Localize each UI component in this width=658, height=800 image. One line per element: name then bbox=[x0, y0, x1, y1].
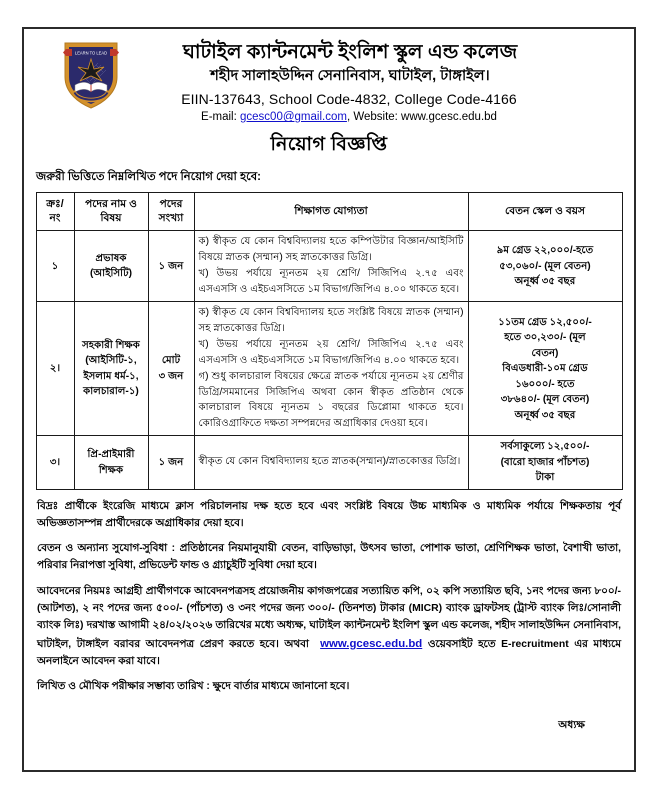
school-logo bbox=[60, 37, 122, 111]
row-post bbox=[74, 231, 148, 302]
salary-line: টাকা bbox=[535, 472, 555, 484]
row-post-line: শিক্ষক bbox=[98, 464, 124, 476]
english-medium-note: বিদ্রঃ প্রার্থীকে ইংরেজি মাধ্যমে ক্লাস পরিচালনায় দক্ষ হতে হবে এবং সংশ্লিষ্ট বিষয়ে উচ্চ মাধ্যমিক ও মাধ্যমিক পর্যায়ে শিক্ষকতায় পূর্ব অভিজ্ঞতাসম্পন্ন প্রার্থীদেরকে অগ্রাধিকার দেয়া হবে। bbox=[37, 500, 621, 529]
col-header-post bbox=[74, 192, 148, 231]
intro-text: জরুরী ভিত্তিতে নিম্নলিখিত পদে নিয়োগ দেয়া হবে: bbox=[36, 170, 261, 183]
salary-line: ৩৮৬৪০/- (মূল বেতন) bbox=[500, 394, 590, 406]
apply-label: আবেদনের নিয়মঃ bbox=[37, 586, 114, 598]
email-link[interactable]: gcesc00@gmail.com bbox=[240, 111, 347, 124]
row-qualification bbox=[194, 302, 468, 436]
benefits-note bbox=[37, 541, 621, 575]
row-salary bbox=[468, 231, 622, 302]
signature-principal: অধ্যক্ষ bbox=[558, 719, 585, 732]
document-frame bbox=[22, 27, 636, 772]
website-label: , Website: bbox=[346, 111, 398, 124]
col-header-qualification: শিক্ষাগত যোগ্যতা bbox=[194, 192, 468, 231]
erecruitment-text: E-recruitment bbox=[501, 638, 569, 650]
school-codes: EIIN-137643, School Code-4832, College Code-4166 bbox=[181, 91, 517, 108]
application-rules bbox=[37, 584, 621, 670]
apply-text-part1: আগ্রহী প্রার্থীগণকে আবেদনপত্রসহ প্রয়োজনীয় কাগজপত্রের সত্যায়িত কপি, ০২ কপি সত্যায়িত ছবি, ১নং পদের জন্য ৮০০/- (আটশত), ২ নং পদের জন্য ৫০০/- (পাঁচশত) ও ৩নং পদের জন্য ৩০০/- (তিনশত) টাকার ( bbox=[37, 586, 621, 614]
col-header-post-line1: পদের নাম ও bbox=[85, 197, 137, 210]
row-count: ১ জন bbox=[148, 231, 194, 302]
col-header-count bbox=[148, 192, 194, 231]
logo-motto-text: LEARN TO LEAD bbox=[74, 50, 108, 56]
row-post-line: (আইসিটি-১, bbox=[85, 355, 137, 367]
salary-line: অনূর্ধ্ব ৩৫ বছর bbox=[514, 276, 576, 288]
school-address: শহীদ সালাহউদ্দিন সেনানিবাস, ঘাটাইল, টাঙ্গাইল। bbox=[210, 68, 490, 85]
col-header-count-line2: সংখ্যা bbox=[158, 212, 184, 225]
website-text: www.gcesc.edu.bd bbox=[397, 111, 497, 124]
micr-text: MICR bbox=[412, 603, 439, 614]
row-salary bbox=[468, 436, 622, 490]
qualification-item: ক) স্বীকৃত যে কোন বিশ্ববিদ্যালয় হতে সংশ্লিষ্ট বিষয়ে স্নাতক (সম্মান) সহ স্নাতকোত্তর ডিগ্রি। bbox=[198, 307, 464, 334]
exam-date-note bbox=[37, 679, 621, 696]
col-header-count-line1: পদের bbox=[159, 197, 183, 210]
row-post-line: (আইসিটি) bbox=[89, 268, 133, 280]
apply-text-part2: ) ব্যাংক ড্রাফটসহ (ট্রাস্ট ব্যাংক লিঃ/সোনালী ব্যাংক লিঃ) দরখাস্ত আগামী ২৪/০২/২০২৬ তারিখের মধ্যে অধ্যক্ষ, ঘাটাইল ক্যান্টনমেন্ট ইংলিশ স্কুল এন্ড কলেজ, শহীদ সালাহউদ্দিন সেনানিবাস, ঘাটাইল, টাঙ্গাইল বরাবর আবেদনপত্র প্রেরণ করতে হবে। bbox=[37, 603, 622, 650]
website-link[interactable]: www.gcesc.edu.bd bbox=[320, 637, 423, 650]
salary-line: ১৬০০০/- হতে bbox=[515, 378, 575, 390]
notes-section bbox=[24, 499, 634, 735]
apply-text-part4: এর মাধ্যমে অনলাইনে আবেদন করা যাবে। bbox=[37, 638, 621, 667]
row-count-line: ৩ জন bbox=[158, 370, 184, 382]
row-post bbox=[74, 436, 148, 490]
row-count-line: মোট bbox=[161, 355, 181, 367]
qualification-item: স্বীকৃত যে কোন বিশ্ববিদ্যালয় হতে স্নাতক(সম্মান)/স্নাতকোত্তর ডিগ্রি। bbox=[198, 456, 461, 468]
col-header-salary: বেতন স্কেল ও বয়স bbox=[468, 192, 622, 231]
row-post-line: প্রি-প্রাইমারী bbox=[87, 449, 135, 461]
row-count: ১ জন bbox=[148, 436, 194, 490]
salary-line: বেতন) bbox=[531, 347, 559, 359]
row-serial: ১ bbox=[36, 231, 74, 302]
salary-line: বিএডধারী-১০ম গ্রেড bbox=[502, 363, 588, 375]
document-header bbox=[24, 29, 634, 164]
email-label: E-mail: bbox=[201, 111, 237, 124]
salary-line: হতে ৩০,২৩০/- (মূল bbox=[504, 332, 586, 344]
row-post-line: ইসলাম ধর্ম-১, bbox=[83, 370, 139, 382]
salary-line: (বারো হাজার পাঁচশত) bbox=[500, 456, 590, 468]
salary-line: সর্বসাকুল্যে ১২,৫০০/- bbox=[500, 441, 590, 453]
salary-line: ১১তম গ্রেড ১২,৫০০/- bbox=[498, 316, 592, 328]
row-serial: ৩। bbox=[36, 436, 74, 490]
table-header-row bbox=[36, 192, 622, 231]
exam-label: লিখিত ও মৌখিক পরীক্ষার সম্ভাব্য তারিখ : bbox=[37, 681, 213, 693]
col-header-serial-line1: ক্রঃ/ bbox=[46, 197, 64, 210]
exam-text: ক্ষুদে বার্তার মাধ্যমে জানানো হবে। bbox=[212, 681, 350, 693]
row-serial: ২। bbox=[36, 302, 74, 436]
row-post-line: কালচারাল-১) bbox=[83, 386, 139, 398]
row-post bbox=[74, 302, 148, 436]
notice-title: নিয়োগ বিজ্ঞপ্তি bbox=[270, 133, 388, 155]
qualification-item: খ) উভয় পর্যায়ে ন্যূনতম ২য় শ্রেণি/ সিজিপিএ ২.৭৫ এবং এসএসসি ও এইচএসসিতে ১ম বিভাগ/জিপিএ ৪.০০ থাকতে হবে। bbox=[198, 268, 464, 295]
col-header-serial-line2: নং bbox=[49, 212, 61, 225]
contact-line bbox=[24, 109, 634, 126]
salary-line: অনূর্ধ্ব ৩৫ বছর bbox=[514, 409, 576, 421]
row-salary bbox=[468, 302, 622, 436]
vacancy-table bbox=[36, 192, 623, 490]
row-count bbox=[148, 302, 194, 436]
school-name: ঘাটাইল ক্যান্টনমেন্ট ইংলিশ স্কুল এন্ড কলেজ bbox=[182, 41, 518, 63]
qualification-item: খ) উভয় পর্যায়ে ন্যূনতম ২য় শ্রেণি/ সিজিপিএ ২.৭৫ এবং এসএসসি ও এইচএসসিতে ১ম বিভাগ/জিপিএ ৪.০০ থাকতে হবে। bbox=[198, 339, 464, 366]
qualification-item: ক) স্বীকৃত যে কোন বিশ্ববিদ্যালয় হতে কম্পিউটার বিজ্ঞান/আইসিটি বিষয়ে স্নাতক (সম্মান) সহ স্নাতকোত্তর ডিগ্রি। bbox=[198, 236, 464, 263]
row-post-line: সহকারী শিক্ষক bbox=[82, 339, 140, 351]
qualification-item: গ) শুধু কালচারাল বিষয়ের ক্ষেত্রে স্নাতক পর্যায়ে ন্যূনতম ২য় শ্রেণীর ডিগ্রি/সমমানের সিজিপিএ অথবা কোন স্বীকৃত প্রতিষ্ঠান থেকে কালচারাল বিষয়ে ন্যূনতম ১ বছরের ডিপ্লোমা থাকতে হবে। কোরিওগ্রাফিতে দক্ষতা সম্পন্নদের অগ্রাধিকার দেওয়া হবে। bbox=[198, 371, 464, 429]
salary-line: ৫৩,০৬০/- (মূল বেতন) bbox=[499, 260, 591, 272]
col-header-serial bbox=[36, 192, 74, 231]
benefits-text: প্রতিষ্ঠানের নিয়মানুযায়ী বেতন, বাড়িভাড়া, উৎসব ভাতা, পোশাক ভাতা, শ্রেণিশিক্ষক ভাতা, বৈশাখী ভাতা, পরিবার নিরাপত্তা সুবিধা, প্রভিডেন্ট ফান্ড ও গ্র্যাচুইটি সুবিধা দেয়া হবে। bbox=[37, 543, 622, 572]
row-qualification bbox=[194, 231, 468, 302]
col-header-post-line2: বিষয় bbox=[100, 212, 122, 225]
row-post-line: প্রভাষক bbox=[95, 252, 127, 264]
table-row bbox=[36, 436, 622, 490]
or-word: অথবা bbox=[284, 638, 309, 650]
table-row bbox=[36, 231, 622, 302]
table-row bbox=[36, 302, 622, 436]
benefits-label: বেতন ও অন্যান্য সুযোগ-সুবিধা : bbox=[37, 543, 180, 555]
apply-text-part3: ওয়েবসাইট হতে bbox=[422, 638, 502, 650]
salary-line: ৯ম গ্রেড ২২,০০০/-হতে bbox=[496, 245, 594, 257]
row-qualification bbox=[194, 436, 468, 490]
